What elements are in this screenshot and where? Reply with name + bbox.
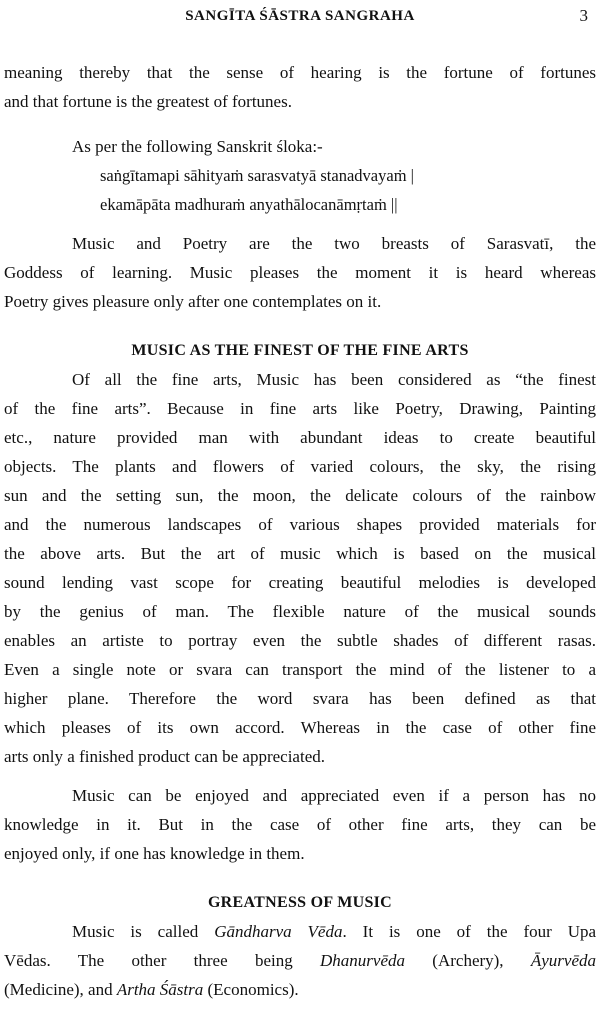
- verse-line: saṅgītamapi sāhityaṁ sarasvatyā stanadvayaṁ |: [100, 166, 414, 185]
- section-heading: MUSIC AS THE FINEST OF THE FINE ARTS: [131, 342, 469, 359]
- paragraph-line: which pleases of its own accord. Whereas in the case of other fine: [4, 718, 596, 737]
- term-gandharva-veda: Gāndharva Vēda: [214, 922, 343, 941]
- paragraph-line: Goddess of learning. Music pleases the moment it is heard whereas: [4, 263, 596, 282]
- paragraph-line: Music can be enjoyed and appreciated even if a person has no: [72, 786, 596, 805]
- paragraph-line: and the numerous landscapes of various shapes provided materials for: [4, 515, 596, 534]
- body-text: [4, 58, 596, 1004]
- paragraph-line: Even a single note or svara can transport the mind of the listener to a: [4, 660, 596, 679]
- paragraph-line: enables an artiste to portray even the subtle shades of different rasas.: [4, 631, 596, 650]
- verse-line: ekamāpāta madhuraṁ anyathālocanāmṛtaṁ ||: [100, 195, 398, 214]
- sloka-intro: As per the following Sanskrit śloka:-: [72, 137, 323, 156]
- term-artha-sastra: Artha Śāstra: [116, 980, 204, 999]
- term-ayurveda: Āyurvēda: [530, 951, 596, 970]
- section-heading: GREATNESS OF MUSIC: [207, 894, 393, 911]
- page-number: 3: [579, 6, 588, 25]
- paragraph-line: enjoyed only, if one has knowledge in them.: [4, 844, 305, 863]
- paragraph-line: sound lending vast scope for creating beautiful melodies is developed: [4, 573, 596, 592]
- running-head: [0, 6, 600, 26]
- paragraph-line: by the genius of man. The flexible nature of the musical sounds: [4, 602, 596, 621]
- paragraph-line: Music and Poetry are the two breasts of Sarasvatī, the: [72, 234, 596, 253]
- paragraph-line: etc., nature provided man with abundant ideas to create beautiful: [4, 428, 596, 447]
- paragraph-line: objects. The plants and flowers of varied colours, the sky, the rising: [4, 457, 596, 476]
- paragraph-line: the above arts. But the art of music which is based on the musical: [4, 544, 596, 563]
- paragraph-line: knowledge in it. But in the case of other fine arts, they can be: [4, 815, 596, 834]
- paragraph-line: arts only a finished product can be appreciated.: [4, 747, 325, 766]
- paragraph-line: sun and the setting sun, the moon, the delicate colours of the rainbow: [4, 486, 596, 505]
- paragraph-line: Vēdas. The other three being Dhanurvēda (Archery), Āyurvēda: [4, 951, 596, 970]
- paragraph-line: Of all the fine arts, Music has been considered as “the finest: [72, 370, 596, 389]
- paragraph-line: higher plane. Therefore the word svara has been defined as that: [4, 689, 596, 708]
- paragraph-line: (Medicine), and Artha Śāstra (Economics).: [4, 980, 299, 999]
- paragraph-line: of the fine arts”. Because in fine arts like Poetry, Drawing, Painting: [4, 399, 596, 418]
- intro-line: and that fortune is the greatest of fortunes.: [4, 92, 292, 111]
- running-title: SANGĪTA ŚĀSTRA SANGRAHA: [185, 8, 415, 24]
- intro-line: meaning thereby that the sense of hearing is the fortune of fortunes: [4, 63, 596, 82]
- paragraph-line: Poetry gives pleasure only after one contemplates on it.: [4, 292, 382, 311]
- term-dhanurveda: Dhanurvēda: [320, 951, 405, 970]
- paragraph-line: Music is called Gāndharva Vēda. It is one of the four Upa: [72, 922, 597, 941]
